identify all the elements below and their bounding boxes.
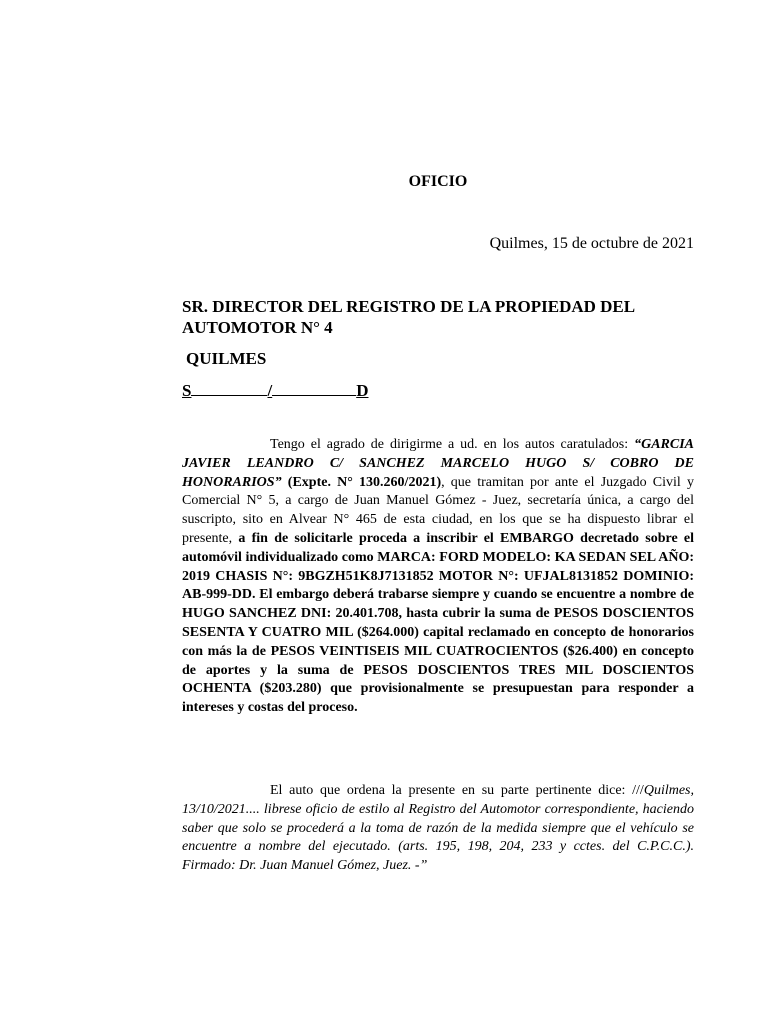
case-file-number: (Expte. N° 130.260/2021) [281, 474, 442, 490]
case-title: “GARCIA JAVIER LEANDRO C/ SANCHEZ MARCELO HUGO S/ COBRO DE HONORARIOS” [182, 437, 694, 490]
body-paragraph-2 [182, 782, 694, 876]
paragraph1-intro: Tengo el agrado de dirigirme a ud. en los autos caratulados: [270, 437, 635, 452]
court-order-quote: Quilmes, 13/10/2021.... librese oficio de estilo al Registro del Automotor correspondiente, haciendo saber que solo se procederá a la toma de razón de la medida siempre que el vehículo se encuentre a nombre del ejecutado. (arts. 195, 198, 204, 233 y cctes. del C.P.C.C.). Firmado: Dr. Juan Manuel Gómez, Juez. -” [182, 783, 694, 874]
document-date: Quilmes, 15 de octubre de 2021 [489, 235, 694, 252]
salutation-blank-2 [272, 395, 356, 396]
salutation-separator: / [267, 381, 273, 400]
paragraph1-bold-body: a fin de solicitarle proceda a inscribir el EMBARGO decretado sobre el automóvil individualizado como MARCA: FORD MODELO: KA SEDAN SEL AÑO: 2019 CHASIS N°: 9BGZH51K8J7131852 MOTOR N°: UFJAL8131852 DOMINIO: AB-999-DD. El embargo deberá trabarse siempre y cuando se encuentre a nombre de HUGO SANCHEZ DNI: 20.401.708, hasta cubrir la suma de PESOS DOSCIENTOS SESENTA Y CUATRO MIL ($264.000) capital reclamado en concepto de honorarios con más la de PESOS VEINTISEIS MIL CUATROCIENTOS ($26.400) en concepto de aportes y la suma de PESOS DOSCIENTOS TRES MIL DOSCIENTOS OCHENTA ($203.280) que provisionalmente se presupuestan para responder a intereses y costas del proceso. [182, 530, 694, 716]
body-paragraph-1 [182, 436, 694, 718]
paragraph1-middle: , que tramitan por ante el Juzgado Civil y Comercial N° 5, a cargo de Juan Manuel Gómez - Juez, secretaría única, a cargo del suscripto, sito en Alvear N° 465 de esta ciudad, en los que se ha dispuesto librar el presente, [182, 474, 694, 546]
salutation [182, 380, 368, 401]
addressee-city: QUILMES [186, 349, 267, 368]
paragraph2-intro: El auto que ordena la presente en su parte pertinente dice: /// [270, 783, 644, 798]
salutation-blank-1 [191, 395, 267, 396]
salutation-end: D [356, 381, 369, 400]
document-title: OFICIO [408, 173, 468, 190]
addressee-line: SR. DIRECTOR DEL REGISTRO DE LA PROPIEDAD DEL AUTOMOTOR N° 4 [182, 297, 635, 337]
salutation-start: S [182, 381, 192, 400]
